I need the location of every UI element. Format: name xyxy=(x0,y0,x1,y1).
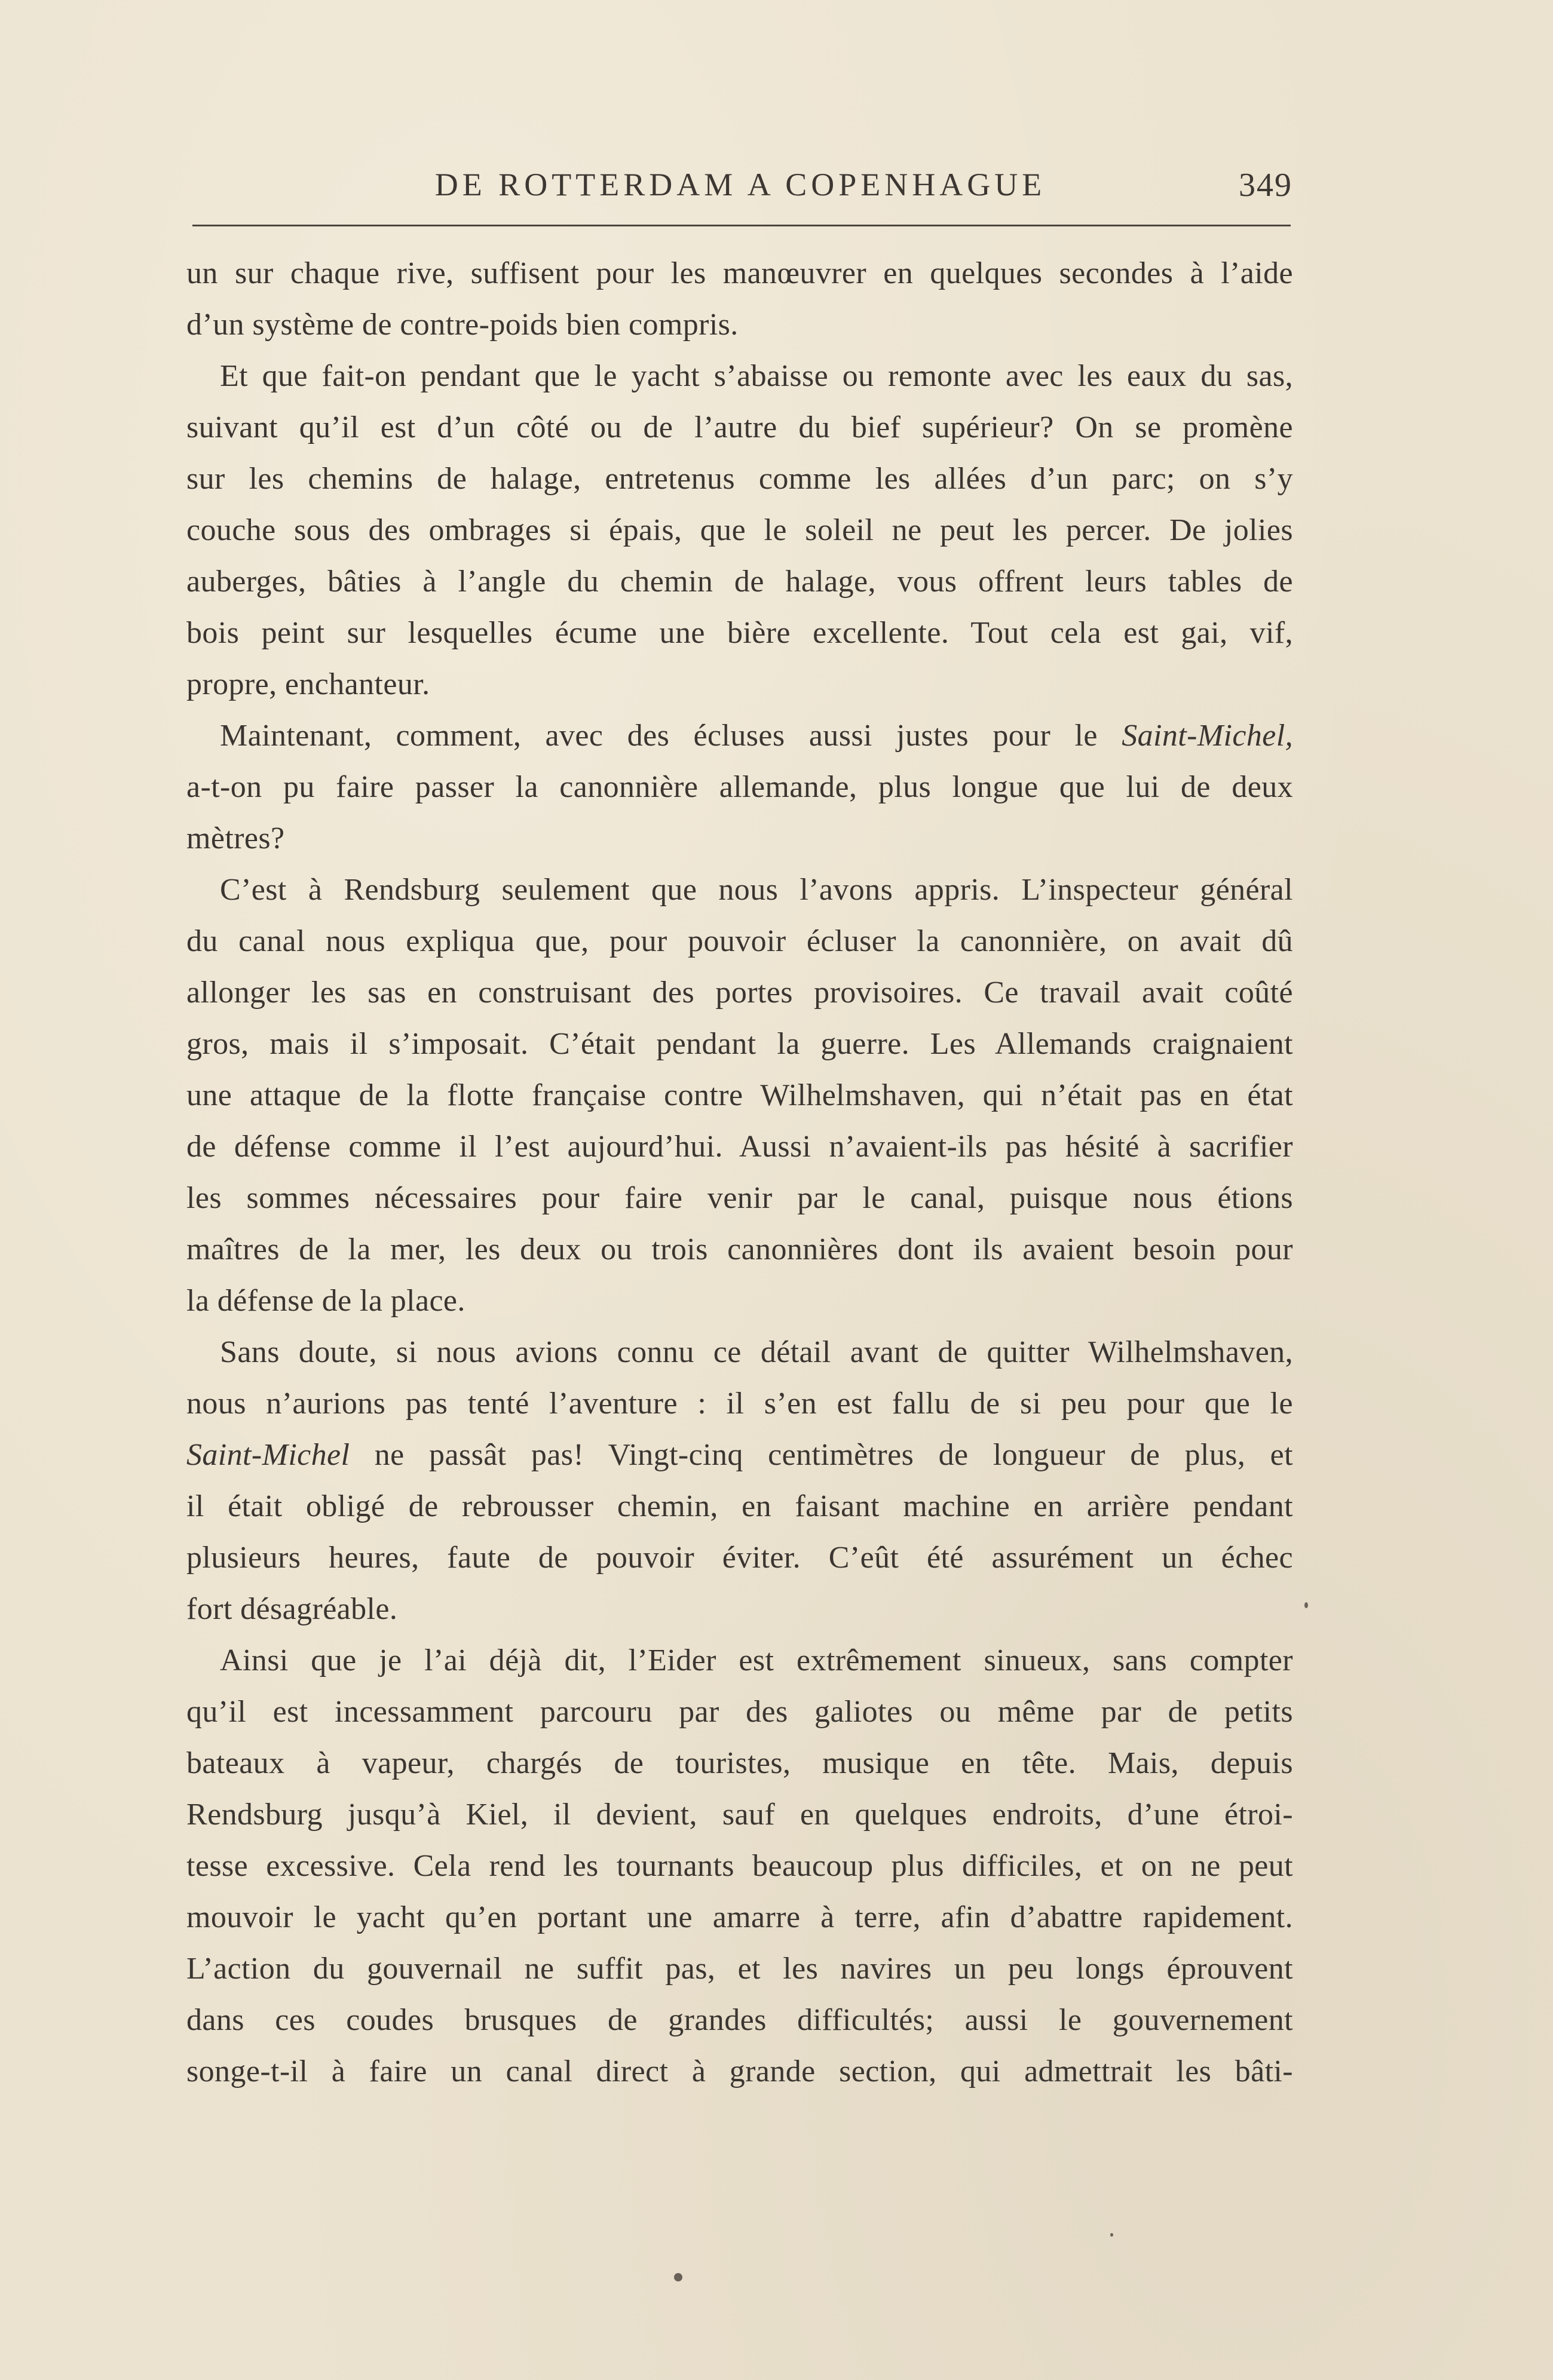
text-line-content: fort désagréable. xyxy=(186,1592,398,1626)
paper-speck xyxy=(1110,2233,1113,2237)
text-line xyxy=(186,1275,1293,1327)
text-line xyxy=(186,1224,1293,1275)
text-line xyxy=(186,659,1293,710)
text-line xyxy=(186,762,1293,813)
text-line-content: C’est à Rendsburg seulement que nous l’avons appris. L’inspecteur général xyxy=(220,873,1293,907)
paper-speck xyxy=(1304,1602,1308,1608)
text-line xyxy=(186,1635,1293,1686)
text-line xyxy=(186,1686,1293,1738)
header-rule xyxy=(192,225,1291,226)
text-line xyxy=(186,1995,1293,2046)
text-line-content: Sans doute, si nous avions connu ce détail avant de quitter Wilhelmshaven, xyxy=(220,1335,1293,1369)
text-line-content: tesse excessive. Cela rend les tournants beaucoup plus difficiles, et on ne peut xyxy=(186,1849,1293,1883)
text-line xyxy=(186,556,1293,608)
body-text xyxy=(186,248,1293,2097)
text-line xyxy=(186,1584,1293,1635)
text-line xyxy=(186,1173,1293,1224)
text-line-content: a-t-on pu faire passer la canonnière allemande, plus longue que lui de deux xyxy=(186,770,1293,804)
text-line-content: plusieurs heures, faute de pouvoir éviter. C’eût été assurément un échec xyxy=(186,1541,1293,1575)
text-line xyxy=(186,608,1293,659)
text-line-content: auberges, bâties à l’angle du chemin de halage, vous offrent leurs tables de xyxy=(186,565,1293,599)
text-line xyxy=(186,916,1293,967)
text-line-content: nous n’aurions pas tenté l’aventure : il s’en est fallu de si peu pour que le xyxy=(186,1387,1293,1421)
text-line-content: bois peint sur lesquelles écume une bière excellente. Tout cela est gai, vif, xyxy=(186,616,1293,650)
text-line xyxy=(186,402,1293,453)
text-line xyxy=(186,299,1293,351)
paper-speck xyxy=(674,2273,682,2281)
text-line xyxy=(186,1892,1293,1943)
italic-ship-name: Saint-Michel, xyxy=(1122,719,1293,753)
text-line xyxy=(186,248,1293,299)
page-number: 349 xyxy=(1239,167,1292,204)
text-line-content: du canal nous expliqua que, pour pouvoir écluser la canonnière, on avait dû xyxy=(186,924,1293,958)
running-head-title: DE ROTTERDAM A COPENHAGUE xyxy=(434,167,1046,203)
text-line xyxy=(186,453,1293,505)
text-line-content: mètres? xyxy=(186,821,285,855)
text-line xyxy=(186,864,1293,916)
text-line-content: une attaque de la flotte française contre Wilhelmshaven, qui n’était pas en état xyxy=(186,1078,1293,1112)
text-line xyxy=(186,1738,1293,1789)
text-line xyxy=(186,505,1293,556)
text-line xyxy=(186,967,1293,1019)
text-line-content: les sommes nécessaires pour faire venir par le canal, puisque nous étions xyxy=(186,1181,1293,1215)
text-line-content: la défense de la place. xyxy=(186,1284,465,1318)
text-line xyxy=(186,1481,1293,1532)
text-line xyxy=(186,1327,1293,1378)
text-line xyxy=(186,1841,1293,1892)
text-line-content: Et que fait-on pendant que le yacht s’abaisse ou remonte avec les eaux du sas, xyxy=(220,359,1293,393)
text-line-content: maîtres de la mer, les deux ou trois canonnières dont ils avaient besoin pour xyxy=(186,1232,1293,1266)
text-line xyxy=(186,1019,1293,1070)
text-line-content: dans ces coudes brusques de grandes difficultés; aussi le gouvernement xyxy=(186,2003,1293,2037)
text-line-content: qu’il est incessamment parcouru par des galiotes ou même par de petits xyxy=(186,1695,1293,1729)
text-line-content: couche sous des ombrages si épais, que le soleil ne peut les percer. De jolies xyxy=(186,513,1293,547)
text-line xyxy=(186,710,1293,762)
text-line-content: Maintenant, comment, avec des écluses aussi justes pour le xyxy=(220,719,1122,753)
text-line xyxy=(186,351,1293,402)
italic-ship-name: Saint-Michel xyxy=(186,1438,350,1472)
text-line-content: de défense comme il l’est aujourd’hui. Aussi n’avaient-ils pas hésité à sacrifier xyxy=(186,1130,1293,1164)
text-line xyxy=(186,1430,1293,1481)
text-line-content: bateaux à vapeur, chargés de touristes, musique en tête. Mais, depuis xyxy=(186,1746,1293,1780)
text-line xyxy=(186,1532,1293,1584)
text-line-content: propre, enchanteur. xyxy=(186,667,430,701)
text-line xyxy=(186,813,1293,864)
text-line-content: sur les chemins de halage, entretenus comme les allées d’un parc; on s’y xyxy=(186,462,1293,496)
text-line-content: allonger les sas en construisant des portes provisoires. Ce travail avait coûté xyxy=(186,976,1293,1010)
text-line-content: il était obligé de rebrousser chemin, en faisant machine en arrière pendant xyxy=(186,1489,1293,1523)
text-line-content: L’action du gouvernail ne suffit pas, et les navires un peu longs éprouvent xyxy=(186,1952,1293,1986)
text-line-content: songe-t-il à faire un canal direct à grande section, qui admettrait les bâti- xyxy=(186,2054,1293,2088)
text-line-content: Rendsburg jusqu’à Kiel, il devient, sauf en quelques endroits, d’une étroi- xyxy=(186,1798,1293,1832)
running-head xyxy=(188,166,1292,208)
text-line xyxy=(186,1378,1293,1430)
text-line xyxy=(186,1943,1293,1995)
text-line-content: d’un système de contre-poids bien compris. xyxy=(186,308,739,342)
text-line-content: un sur chaque rive, suffisent pour les manœuvrer en quelques secondes à l’aide xyxy=(186,256,1293,290)
text-line-content: suivant qu’il est d’un côté ou de l’autre du bief supérieur? On se promène xyxy=(186,410,1293,444)
text-line-rest: ne passât pas! Vingt-cinq centimètres de longueur de plus, et xyxy=(350,1438,1293,1472)
text-line xyxy=(186,1070,1293,1121)
text-line xyxy=(186,1121,1293,1173)
text-line-content: gros, mais il s’imposait. C’était pendant la guerre. Les Allemands craignaient xyxy=(186,1027,1293,1061)
text-line-content: mouvoir le yacht qu’en portant une amarre à terre, afin d’abattre rapidement. xyxy=(186,1900,1293,1934)
text-line xyxy=(186,1789,1293,1841)
text-line-content: Ainsi que je l’ai déjà dit, l’Eider est extrêmement sinueux, sans compter xyxy=(220,1643,1293,1677)
text-line xyxy=(186,2046,1293,2097)
